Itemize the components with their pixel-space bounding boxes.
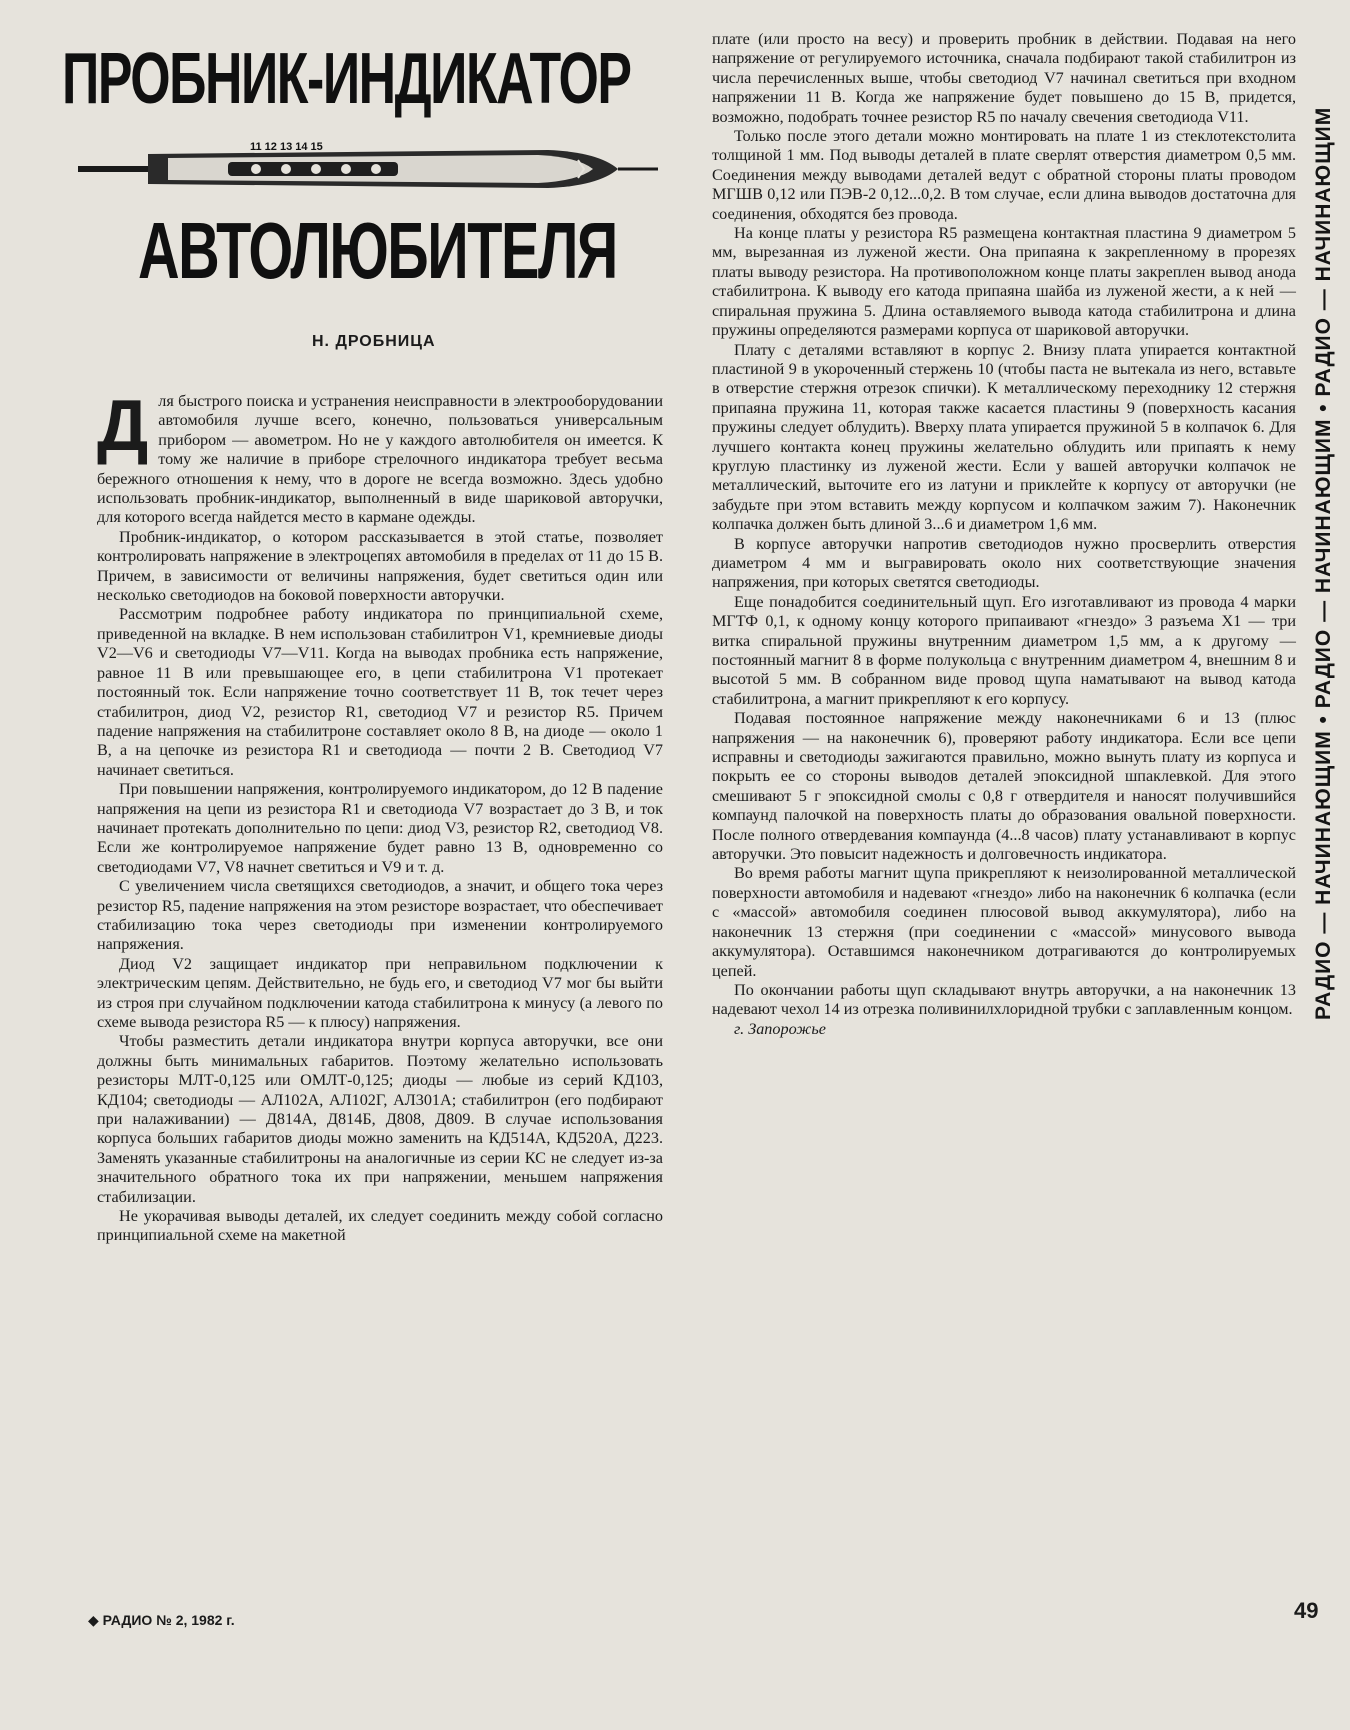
section-side-label — [1312, 20, 1342, 1025]
paragraph: В корпусе авторучки напротив светодиодов нужно просверлить отверстия диаметром 4 мм и выгравировать около них соответствующие значения напряжения, при которых светятся светодиоды. — [712, 534, 1296, 592]
journal-footer: ◆ РАДИО № 2, 1982 г. — [88, 1612, 235, 1628]
article-column-left — [97, 386, 663, 1246]
paragraph: Не укорачивая выводы деталей, их следует соединить между собой согласно принципиальной схеме на макетной — [97, 1207, 663, 1245]
paragraph: С увеличением числа светящихся светодиодов, а значит, и общего тока через резистор R5, падение напряжения на этом резисторе возрастает, что обеспечивает стабилизацию тока через светодиоды при изменении контролируемого напряжения. — [97, 877, 663, 954]
article-author: Н. ДРОБНИЦА — [312, 333, 436, 350]
paragraph: Рассмотрим подробнее работу индикатора по принципиальной схеме, приведенной на вкладке. В нем использован стабилитрон V1, кремниевые диоды V2—V6 и светодиоды V7—V11. Когда на выводах пробника есть напряжение, равное 11 В или превышающее его, в цепи стабилитрона V1 протекает постоянный ток. Если напряжение точно соответствует 11 В, ток течет через стабилитрон, диод V2, резистор R1, светодиод V7 и резистор R5. Причем падение напряжения на стабилитроне составляет около 8 В, на диоде — около 1 В, а на цепочке из резистора R1 и светодиода — почти 2 В. Светодиод V7 начинает светиться. — [97, 605, 663, 779]
pen-drawing — [78, 150, 658, 188]
paragraph: Диод V2 защищает индикатор при неправильном подключении к электрическим цепям. Действительно, не будь его, и светодиод V7 мог бы выйти из строя при случайном подключении катода стабилитрона к минусу (а левого по схеме вывода резистора R5 — к плюсу) напряжения. — [97, 954, 663, 1031]
paragraph: При повышении напряжения, контролируемого индикатором, до 12 В падение напряжения на цепи из резистора R1 и светодиода V7 возрастает до 3 В, и ток начинает протекать дополнительно по цепи: диод V3, резистор R2, светодиод V8. Если же контролируемое напряжение будет равно 13 В, одновременно со светодиодами V7, V8 начнет светиться и V9 и т. д. — [97, 780, 663, 876]
paragraph: Для быстрого поиска и устранения неисправности в электрооборудовании автомобиля лучше всего, конечно, пользоваться универсальным прибором — авометром. Но не у каждого автолюбителя он имеется. К тому же наличие в приборе стрелочного индикатора требует весьма бережного отношения к нему, что в дороге не всегда возможно. Здесь удобно использовать пробник-индикатор, выполненный в виде шариковой авторучки, для которого всегда найдется место в кармане одежды. — [97, 386, 663, 527]
paragraph: Только после этого детали можно монтировать на плате 1 из стеклотекстолита толщиной 1 мм. Под выводы деталей в плате сверлят отверстия диаметром 0,5 мм. Соединения между выводами деталей ведут с обратной стороны платы проводом МГШВ 0,12 или ПЭВ-2 0,12...0,2. В том случае, если длина выводов достаточна для соединения, обходятся без провода. — [712, 127, 1296, 223]
paragraph: На конце платы у резистора R5 размещена контактная пластина 9 диаметром 5 мм, вырезанная из луженой жести. Она припаяна к закрепленному в прорезях платы выводу резистора. На противоположном конце платы закреплен вывод анода стабилитрона. К выводу его катода припаяна шайба из луженой жести, а к ней — спиральная пружина 5. Длина оставляемого вывода катода стабилитрона и длина пружины определяются размерами корпуса от шариковой авторучки. — [712, 224, 1296, 340]
paragraph: Еще понадобится соединительный щуп. Его изготавливают из провода 4 марки МГТФ 0,1, к одному концу которого припаивают «гнездо» 3 разъема X1 — три витка спиральной пружины внутренним диаметром 1,5 мм, а к другому — постоянный магнит 8 в форме полукольца с внутренним диаметром 4, внешним 8 и высотой 5 мм. В собранном виде провод щупа наматывают на вывод катода стабилитрона, а магнит прикрепляют к его корпусу. — [712, 592, 1296, 708]
paragraph: Во время работы магнит щупа прикрепляют к неизолированной металлической поверхности автомобиля и надевают «гнездо» либо на наконечник 6 колпачка (если с «массой» автомобиля соединен плюсовой вывод аккумулятора), либо на наконечник 13 стержня (при соединении с «массой» минусового вывода аккумулятора). Оставшимся наконечником дотрагиваются до контролируемых цепей. — [712, 864, 1296, 980]
paragraph: По окончании работы щуп складывают внутрь авторучки, а на наконечник 13 надевают чехол 14 из отрезка поливинилхлоридной трубки с заплавленным концом. — [712, 980, 1296, 1019]
pen-voltage-scale: 11 12 13 14 15 — [250, 141, 323, 153]
paragraph: плате (или просто на весу) и проверить пробник в действии. Подавая на него напряжение от регулируемого источника, сначала подбирают такой стабилитрон из числа перечисленных выше, чтобы светодиод V7 начинал светиться при входном напряжении 11 В. Когда же напряжение будет повышено до 15 В, придется, возможно, подобрать точнее резистор R5 по началу свечения светодиода V11. — [712, 30, 1296, 126]
paragraph: Плату с деталями вставляют в корпус 2. Внизу плата упирается контактной пластиной 9 в укороченный стержень 10 (чтобы паста не вытекала из него, вставьте в отверстие стержня отрезок спички). К металлическому переходнику 12 стержня припаяна пружина 11, которая также касается пластины 9 (поверхность касания пружины следует облудить). Вверху плата упирается пружиной 5 в колпачок 6. Для лучшего контакта конец пружины желательно облудить или припаять к нему круглую пластинку из луженой жести. Если у вашей авторучки колпачок не металлический, выточите его из латуни и приклейте к корпусу от авторучки (не забудьте при этом вставить между корпусом и колпачком зажим 7). Наконечник колпачка должен быть длиной 3...6 и диаметром 1,6 мм. — [712, 340, 1296, 534]
article-title-line-1: ПРОБНИК-ИНДИКАТОР — [62, 39, 631, 119]
article-city: г. Запорожье — [734, 1019, 826, 1038]
page-number: 49 — [1294, 1598, 1319, 1623]
side-label-text: РАДИО — НАЧИНАЮЩИМ • РАДИО — НАЧИНАЮЩИМ • РАДИО — НАЧИНАЮЩИМ — [1312, 106, 1335, 1020]
paragraph: Подавая постоянное напряжение между наконечниками 6 и 13 (плюс напряжения — на наконечник 6), проверяют работу индикатора. Если все цепи исправны и светодиоды зажигаются правильно, можно вынуть плату из корпуса и покрыть ее со стороны выводов деталей эпоксидной шпаклевкой. Для этого смешивают 5 г эпоксидной смолы с 0,8 г отвердителя и наносят получившийся компаунд палочкой на поверхность платы до образования овальной поверхности. После полного отвердевания компаунда (4...8 часов) плату устанавливают в корпус авторучки. Это повысит надежность и долговечность индикатора. — [712, 709, 1296, 864]
article-column-right — [712, 30, 1296, 1039]
drop-cap: Д — [97, 386, 149, 466]
pen-probe-illustration — [78, 140, 658, 200]
paragraph: Пробник-индикатор, о котором рассказывается в этой статье, позволяет контролировать напряжение в электроцепях автомобиля в пределах от 11 до 15 В. Причем, в зависимости от величины напряжения, будет светиться один или несколько светодиодов на боковой поверхности авторучки. — [97, 527, 663, 605]
article-title-line-2: АВТОЛЮБИТЕЛЯ — [138, 206, 617, 295]
paragraph: Чтобы разместить детали индикатора внутри корпуса авторучки, все они должны быть минимальных габаритов. Поэтому желательно использовать резисторы МЛТ-0,125 или ОМЛТ-0,125; диоды — любые из серий КД103, КД104; светодиоды — АЛ102А, АЛ102Г, АЛ301А; стабилитрон (его подбирают при налаживании) — Д814А, Д814Б, Д808, Д809. В случае использования корпуса больших габаритов диоды можно заменить на КД514А, КД520А, Д223. Заменять указанные стабилитроны на аналогичные из серии КС не следует из-за значительного обратного тока их при напряжении, меньшем напряжения стабилизации. — [97, 1032, 663, 1206]
